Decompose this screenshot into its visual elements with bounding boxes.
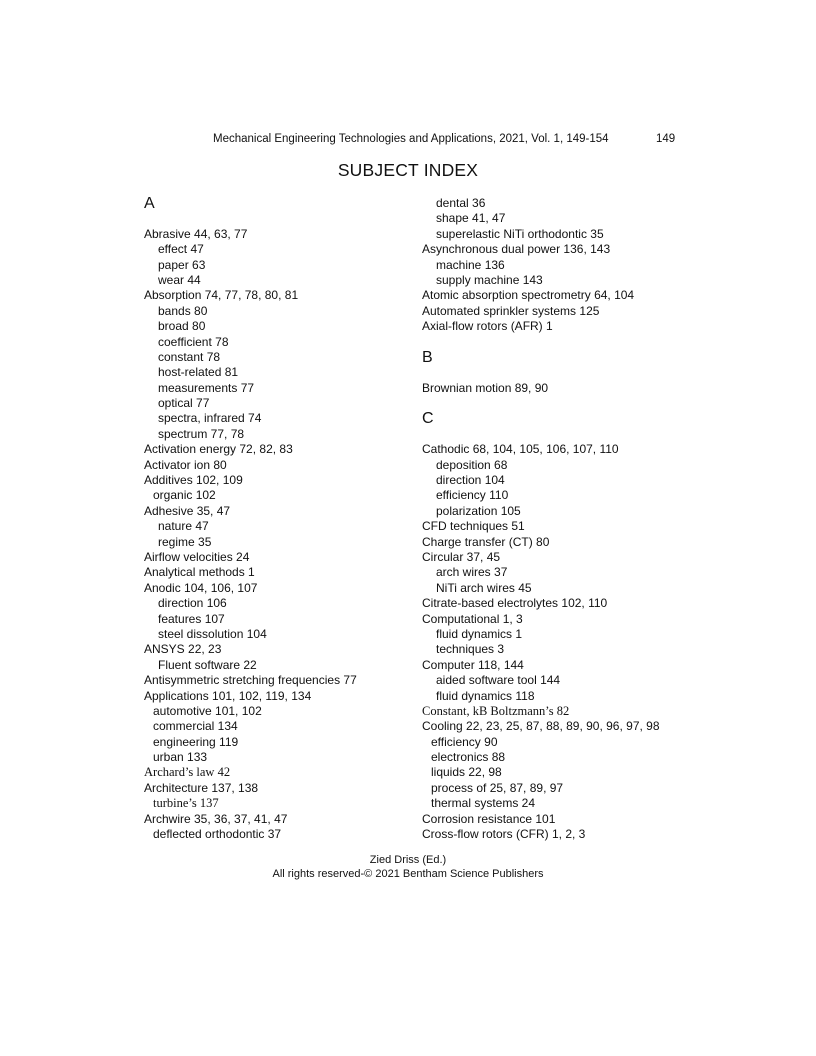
index-subentry: urban 133 xyxy=(153,750,208,765)
index-subentry: electronics 88 xyxy=(431,750,506,765)
index-subentry: NiTi arch wires 45 xyxy=(436,580,532,595)
index-subentry: efficiency 90 xyxy=(431,734,498,749)
spacer xyxy=(422,365,712,380)
index-entry: Asynchronous dual power 136, 143 xyxy=(422,242,611,257)
index-entry: Archwire 35, 36, 37, 41, 47 xyxy=(144,811,288,826)
index-entry: Computational 1, 3 xyxy=(422,611,523,626)
index-entry: Abrasive 44, 63, 77 xyxy=(144,226,248,241)
index-subentry: deflected orthodontic 37 xyxy=(153,827,282,842)
index-subentry: spectrum 77, 78 xyxy=(158,426,245,441)
index-entry: Computer 118, 144 xyxy=(422,657,524,672)
index-subentry: liquids 22, 98 xyxy=(431,765,502,780)
index-entry: Activator ion 80 xyxy=(144,457,227,472)
spacer xyxy=(422,396,712,411)
index-entry: Activation energy 72, 82, 83 xyxy=(144,442,293,457)
index-entry: ANSYS 22, 23 xyxy=(144,642,222,657)
section-letter: A xyxy=(144,195,155,212)
index-entry: Antisymmetric stretching frequencies 77 xyxy=(144,673,357,688)
index-entry: Brownian motion 89, 90 xyxy=(422,380,549,395)
index-entry: Cooling 22, 23, 25, 87, 88, 89, 90, 96, 97, 98 xyxy=(422,719,660,734)
section-letter: C xyxy=(422,410,434,428)
spacer xyxy=(422,427,712,442)
index-subentry: organic 102 xyxy=(153,488,216,503)
index-subentry: process of 25, 87, 89, 97 xyxy=(431,780,564,795)
index-entry: Corrosion resistance 101 xyxy=(422,811,556,826)
index-subentry: engineering 119 xyxy=(153,734,239,749)
index-entry: Analytical methods 1 xyxy=(144,565,255,580)
index-subentry: regime 35 xyxy=(158,534,212,549)
spacer xyxy=(144,211,434,226)
index-entry: Absorption 74, 77, 78, 80, 81 xyxy=(144,288,299,303)
index-subentry: broad 80 xyxy=(158,319,206,334)
index-entry: Cross-flow rotors (CFR) 1, 2, 3 xyxy=(422,827,586,842)
index-column-right xyxy=(422,196,712,842)
index-subentry: host-related 81 xyxy=(158,365,239,380)
index-entry: Axial-flow rotors (AFR) 1 xyxy=(422,319,553,334)
index-subentry: measurements 77 xyxy=(158,380,255,395)
index-subentry: steel dissolution 104 xyxy=(158,626,267,641)
index-subentry: deposition 68 xyxy=(436,457,508,472)
index-entry: Anodic 104, 106, 107 xyxy=(144,580,258,595)
index-entry: Citrate-based electrolytes 102, 110 xyxy=(422,596,608,611)
running-head xyxy=(0,133,816,149)
index-subentry: efficiency 110 xyxy=(436,488,509,503)
index-subentry: direction 104 xyxy=(436,473,505,488)
index-subentry: turbine’s 137 xyxy=(153,796,219,811)
index-subentry: bands 80 xyxy=(158,303,208,318)
index-subentry: optical 77 xyxy=(158,396,210,411)
index-entry: Constant, kB Boltzmann’s 82 xyxy=(422,703,570,718)
index-subentry: features 107 xyxy=(158,611,225,626)
page-title: SUBJECT INDEX xyxy=(337,160,479,180)
index-subentry: superelastic NiTi orthodontic 35 xyxy=(436,226,604,241)
index-subentry: supply machine 143 xyxy=(436,272,543,287)
index-subentry: fluid dynamics 1 xyxy=(436,626,523,641)
spacer xyxy=(422,335,712,350)
index-entry: Airflow velocities 24 xyxy=(144,549,250,564)
index-entry: Charge transfer (CT) 80 xyxy=(422,534,550,549)
footer-copyright: All rights reserved-© 2021 Bentham Science Publishers xyxy=(272,868,544,880)
index-entry: Adhesive 35, 47 xyxy=(144,503,231,518)
index-subentry: direction 106 xyxy=(158,596,227,611)
index-subentry: shape 41, 47 xyxy=(436,211,506,226)
index-entry: Additives 102, 109 xyxy=(144,473,243,488)
index-subentry: thermal systems 24 xyxy=(431,796,536,811)
index-subentry: spectra, infrared 74 xyxy=(158,411,262,426)
index-entry: Cathodic 68, 104, 105, 106, 107, 110 xyxy=(422,442,619,457)
index-subentry: machine 136 xyxy=(436,257,505,272)
index-subentry: constant 78 xyxy=(158,349,221,364)
index-subentry: paper 63 xyxy=(158,257,206,272)
index-subentry: aided software tool 144 xyxy=(436,673,561,688)
index-subentry: arch wires 37 xyxy=(436,565,508,580)
index-subentry: wear 44 xyxy=(158,272,201,287)
index-subentry: polarization 105 xyxy=(436,503,521,518)
index-subentry: fluid dynamics 118 xyxy=(436,688,535,703)
index-subentry: techniques 3 xyxy=(436,642,505,657)
index-subentry: coefficient 78 xyxy=(158,334,229,349)
index-subentry: automotive 101, 102 xyxy=(153,703,262,718)
running-title: Mechanical Engineering Technologies and Applications, 2021, Vol. 1, 149-154 xyxy=(213,133,609,145)
index-entry: Atomic absorption spectrometry 64, 104 xyxy=(422,288,635,303)
index-entry: Architecture 137, 138 xyxy=(144,780,259,795)
index-entry: Applications 101, 102, 119, 134 xyxy=(144,688,312,703)
index-entry: Archard’s law 42 xyxy=(144,765,231,780)
page-number: 149 xyxy=(656,133,676,145)
footer-editor: Zied Driss (Ed.) xyxy=(369,854,447,866)
section-letter: B xyxy=(422,348,433,366)
index-subentry: dental 36 xyxy=(436,196,486,210)
index-subentry: commercial 134 xyxy=(153,719,238,734)
index-entry: Circular 37, 45 xyxy=(422,549,501,564)
index-subentry: nature 47 xyxy=(158,519,209,534)
index-column-left xyxy=(144,196,434,842)
index-entry: CFD techniques 51 xyxy=(422,519,525,534)
index-subentry: effect 47 xyxy=(158,242,204,257)
index-entry: Automated sprinkler systems 125 xyxy=(422,303,600,318)
index-subentry: Fluent software 22 xyxy=(158,657,257,672)
